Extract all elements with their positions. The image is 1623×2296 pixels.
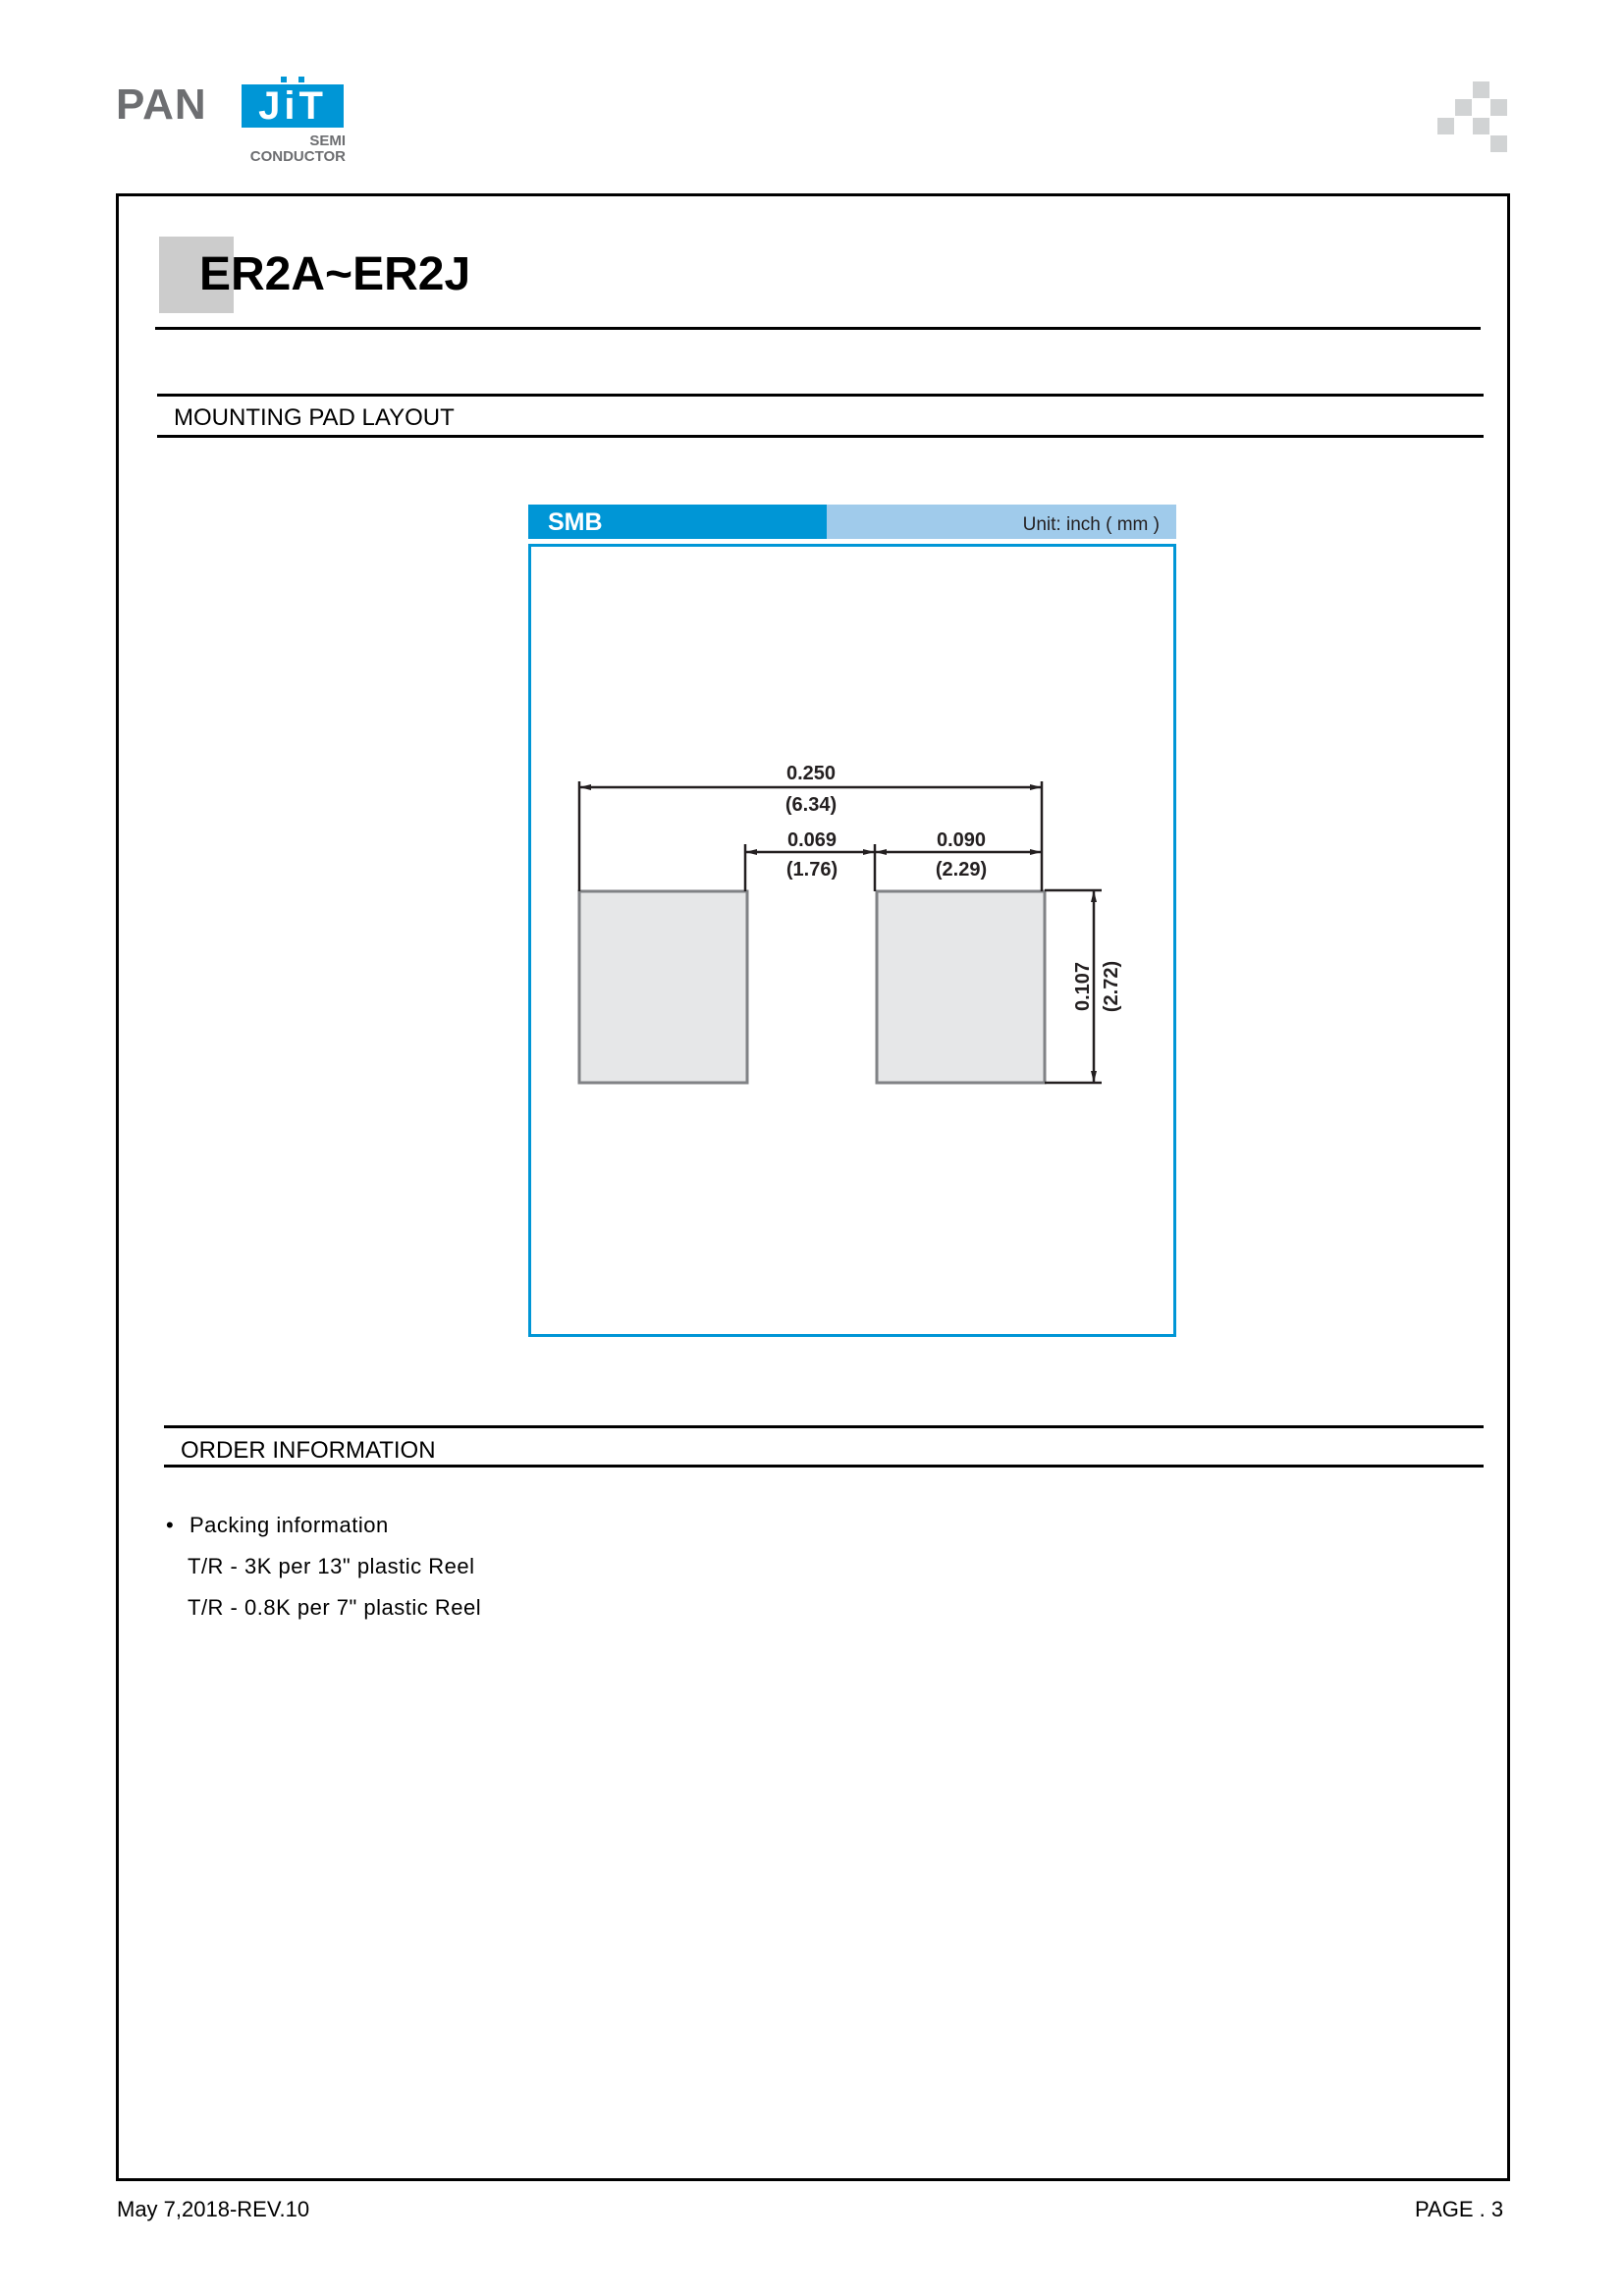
dim-overall-inch: 0.250 [785, 763, 837, 784]
left-pad [579, 891, 747, 1083]
dim-pad-width-inch: 0.090 [936, 829, 987, 851]
packing-heading: Packing information [189, 1513, 389, 1537]
section-rule-bottom [164, 1465, 1484, 1468]
section-title-order-information: ORDER INFORMATION [181, 1437, 436, 1464]
logo-semi: SEMI [309, 133, 346, 149]
dim-overall-mm: (6.34) [784, 794, 838, 816]
logo-brand-right: JiT [258, 84, 327, 128]
dim-pad-height-mm: (2.72) [1101, 960, 1122, 1013]
unit-label: Unit: inch ( mm ) [1022, 514, 1160, 535]
footer-date-revision: May 7,2018-REV.10 [117, 2197, 310, 2221]
packing-item: T/R - 3K per 13" plastic Reel [188, 1554, 475, 1578]
section-title-mounting-pad-layout: MOUNTING PAD LAYOUT [174, 404, 455, 431]
bullet-icon: • [166, 1513, 175, 1537]
dim-pad-height-inch: 0.107 [1072, 961, 1094, 1012]
dim-pad-width-mm: (2.29) [935, 859, 988, 881]
package-label: SMB [548, 508, 603, 536]
logo-brand-left: PAN [116, 80, 207, 129]
right-pad [877, 891, 1045, 1083]
packing-item: T/R - 0.8K per 7" plastic Reel [188, 1595, 482, 1620]
footer-page-number: PAGE . 3 [1415, 2197, 1504, 2221]
dim-gap-inch: 0.069 [786, 829, 838, 851]
page-title: ER2A~ER2J [199, 248, 471, 300]
section-rule-top [164, 1425, 1484, 1428]
dim-gap-mm: (1.76) [785, 859, 839, 881]
logo-conductor: CONDUCTOR [249, 148, 346, 165]
